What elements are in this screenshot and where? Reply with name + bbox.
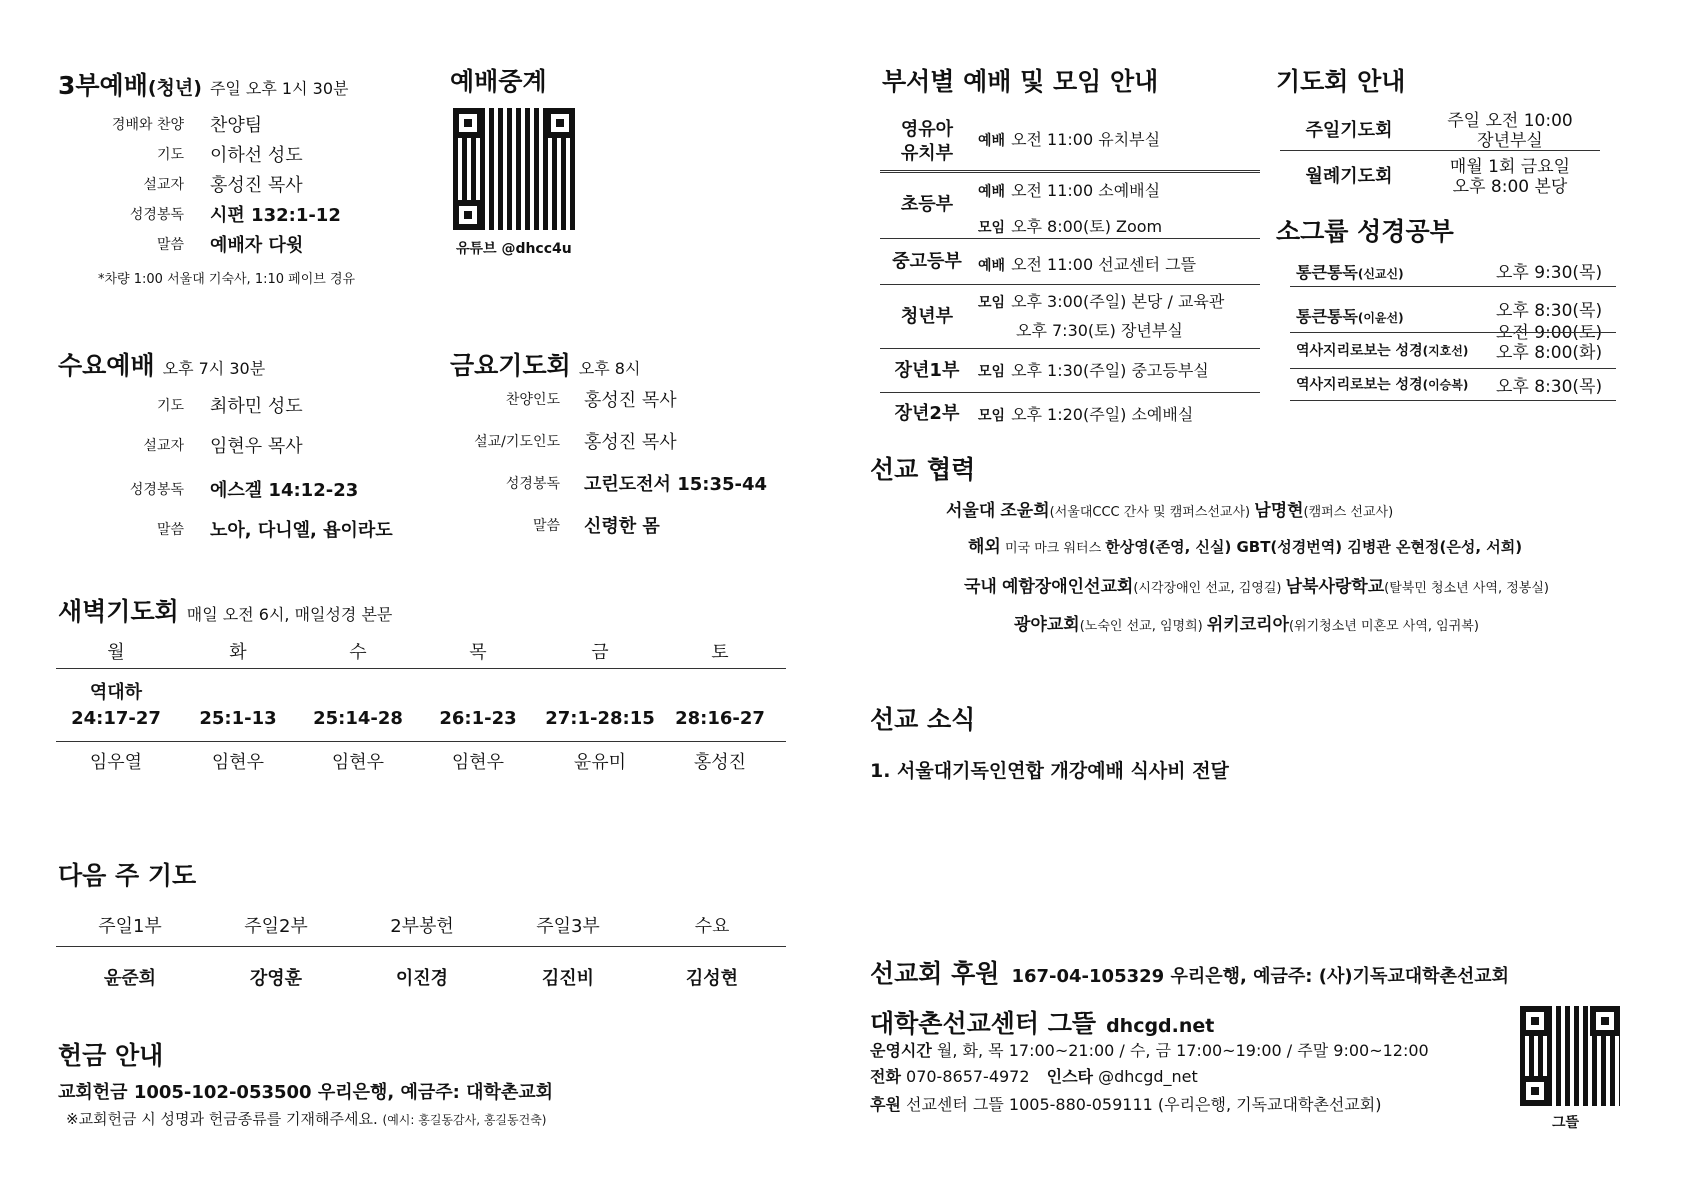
department-schedule <box>978 127 1160 150</box>
prayer-meeting-place: 장년부실 <box>1477 131 1543 151</box>
row-value: 노아, 다니엘, 욥이라도 <box>210 520 393 541</box>
row-label: 말씀 <box>532 518 560 534</box>
departments-title: 부서별 예배 및 모임 안내 <box>882 67 1159 96</box>
small-group-course: 역사지리로보는 성경 <box>1296 343 1423 359</box>
row-value: 시편 132:1-12 <box>210 205 341 226</box>
department-schedule <box>1016 318 1183 341</box>
dawn-time: 매일 오전 6시, 매일성경 본문 <box>186 605 393 624</box>
mission-row <box>968 532 1522 557</box>
dawn-leader: 홍성진 <box>693 752 747 773</box>
wednesday-time: 오후 7시 30분 <box>162 359 266 378</box>
department-name: 청년부 <box>900 306 954 327</box>
next-prayer-name: 김진비 <box>541 968 595 989</box>
dawn-leader: 윤유미 <box>573 752 627 773</box>
dawn-passage: 28:16-27 <box>675 708 765 729</box>
mission-title: 선교 협력 <box>870 455 976 484</box>
mission-row <box>964 572 1549 597</box>
department-schedule <box>978 178 1160 201</box>
mission-partner: 국내 <box>964 577 997 597</box>
row-label: 찬양인도 <box>505 392 560 408</box>
department-rule <box>880 392 1260 393</box>
mission-detail: (캠퍼스 선교사) <box>1303 505 1394 520</box>
small-group-time: 오후 9:30(목) <box>1496 263 1603 283</box>
mission-detail: (시각장애인 선교, 김영길) <box>1133 581 1286 596</box>
broadcast-title: 예배중계 <box>450 67 547 96</box>
youtube-qr-code[interactable] <box>453 108 575 230</box>
row-label: 성경봉독 <box>129 207 184 223</box>
department-rule <box>880 238 1260 239</box>
department-rule <box>880 284 1260 285</box>
department-schedule <box>978 402 1193 425</box>
mission-news-title: 선교 소식 <box>870 705 976 734</box>
mission-partner: 위키코리아 <box>1206 615 1289 635</box>
next-prayer-name: 이진경 <box>395 968 449 989</box>
dawn-day: 토 <box>711 642 729 663</box>
dawn-body-rule <box>56 741 786 742</box>
dawn-leader: 임현우 <box>331 752 385 773</box>
schedule-text: 오전 11:00 선교센터 그뜰 <box>1011 255 1197 274</box>
row-label: 말씀 <box>156 237 184 253</box>
schedule-text: 오전 11:00 유치부실 <box>1011 130 1161 149</box>
next-prayer-header: 주일2부 <box>244 916 308 937</box>
schedule-tag: 모임 <box>978 295 1006 311</box>
row-label: 성경봉독 <box>129 482 184 498</box>
department-name: 중고등부 <box>892 251 962 272</box>
small-group-leader: (이윤선) <box>1357 311 1404 325</box>
mission-partner: 해외 <box>968 537 1001 557</box>
dawn-day: 월 <box>107 642 125 663</box>
service3-note: *차량 1:00 서울대 기숙사, 1:10 페이브 경유 <box>98 272 356 287</box>
dawn-day: 화 <box>229 642 247 663</box>
friday-title: 금요기도회 오후 8시 <box>450 351 641 380</box>
mission-partner: GBT(성경번역) 김병관 온현정(은성, 서희) <box>1236 538 1523 556</box>
service3-title: 3부예배(청년) 주일 오후 1시 30분 <box>58 71 349 100</box>
small-group-title: 소그룹 성경공부 <box>1276 217 1454 246</box>
small-group-leader: (지호선) <box>1422 344 1469 358</box>
row-value: 임현우 목사 <box>210 436 303 457</box>
dawn-passage: 25:14-28 <box>313 708 403 729</box>
mission-partner: 예함장애인선교회 <box>1001 577 1134 597</box>
center-qr-caption: 그뜰 <box>1552 1115 1580 1131</box>
row-value: 에스겔 14:12-23 <box>210 480 359 501</box>
row-label: 기도 <box>156 398 184 414</box>
small-group-leader: (이승복) <box>1422 378 1469 392</box>
small-group-leader: (신교신) <box>1357 267 1404 281</box>
small-group-time2: 오전 9:00(토) <box>1496 323 1603 343</box>
small-group-course: 통큰통독 <box>1296 263 1358 282</box>
row-label: 설교자 <box>143 177 184 193</box>
mission-partner: 남북사랑학교 <box>1285 577 1385 597</box>
dawn-passage: 24:17-27 <box>71 708 161 729</box>
support-account: 167-04-105329 우리은행, 예금주: (사)기독교대학촌선교회 <box>1011 966 1510 987</box>
center-url: dhcgd.net <box>1106 1015 1215 1037</box>
mission-news-item: 1. 서울대기독인연합 개강예배 식사비 전달 <box>870 760 1229 782</box>
friday-time: 오후 8시 <box>578 359 641 378</box>
next-prayer-header: 수요 <box>694 916 730 937</box>
next-prayer-name: 윤준희 <box>103 968 157 989</box>
prayer-meeting-time: 매월 1회 금요일 <box>1449 157 1571 177</box>
offering-note: ※교회헌금 시 성명과 헌금종류를 기재해주세요. (예시: 홍길동감사, 홍길동건축) <box>66 1110 547 1128</box>
dawn-book: 역대하 <box>89 682 143 703</box>
mission-row <box>946 496 1393 521</box>
center-title: 대학촌선교센터 그뜰 dhcgd.net <box>870 1009 1215 1038</box>
dawn-leader: 임우열 <box>89 752 143 773</box>
dawn-leader: 임현우 <box>451 752 505 773</box>
schedule-text: 오후 8:00(토) Zoom <box>1011 217 1163 236</box>
row-label: 말씀 <box>156 522 184 538</box>
center-phone: 070-8657-4972 <box>906 1067 1030 1086</box>
dawn-day: 수 <box>349 642 367 663</box>
support-title: 선교회 후원 167-04-105329 우리은행, 예금주: (사)기독교대학촌선교회 <box>870 959 1510 988</box>
department-name: 장년1부 <box>894 360 960 381</box>
offering-note-example: (예시: 홍길동감사, 홍길동건축) <box>382 1113 547 1127</box>
next-prayer-name: 강영훈 <box>249 968 303 989</box>
row-value: 예배자 다윗 <box>210 235 304 256</box>
department-rule <box>880 170 1260 171</box>
small-group-course: 역사지리로보는 성경 <box>1296 377 1423 393</box>
small-group-rule <box>1290 400 1616 401</box>
row-value: 이하선 성도 <box>210 145 303 166</box>
dawn-title: 새벽기도회 매일 오전 6시, 매일성경 본문 <box>58 597 393 626</box>
service3-time: 주일 오후 1시 30분 <box>209 79 349 98</box>
next-prayer-name: 김성현 <box>685 968 739 989</box>
small-group-name <box>1296 304 1404 327</box>
row-label: 설교자 <box>143 438 184 454</box>
prayer-meeting-name: 주일기도회 <box>1305 120 1393 141</box>
schedule-text: 오후 1:30(주일) 중고등부실 <box>1011 361 1209 380</box>
prayer-meetings-title: 기도회 안내 <box>1276 67 1406 96</box>
schedule-tag: 예배 <box>978 258 1006 274</box>
row-label: 기도 <box>156 147 184 163</box>
department-rule <box>880 172 1260 173</box>
schedule-text: 오후 1:20(주일) 소예배실 <box>1011 405 1194 424</box>
row-value: 홍성진 목사 <box>210 175 303 196</box>
department-schedule <box>978 358 1209 381</box>
mission-partner: 서울대 <box>946 501 996 521</box>
center-insta: @dhcgd_net <box>1098 1067 1198 1086</box>
mission-row <box>1014 610 1479 635</box>
small-group-time: 오후 8:30(목) <box>1496 377 1603 397</box>
dawn-passage: 27:1-28:15 <box>545 708 655 729</box>
schedule-text: 오후 7:30(토) 장년부실 <box>1016 321 1183 340</box>
broadcast-caption: 유튜브 @dhcc4u <box>456 241 572 257</box>
small-group-rule <box>1290 286 1616 287</box>
schedule-tag: 예배 <box>978 133 1006 149</box>
small-group-course: 통큰통독 <box>1296 307 1358 326</box>
dawn-header-rule <box>56 668 786 669</box>
schedule-text: 오후 3:00(주일) 본당 / 교육관 <box>1011 292 1225 311</box>
row-label: 성경봉독 <box>505 476 560 492</box>
row-value: 홍성진 목사 <box>584 432 677 453</box>
department-name: 영유아 유치부 <box>900 119 954 164</box>
prayer-meeting-name: 월례기도회 <box>1305 166 1393 187</box>
prayer-meeting-rule <box>1280 150 1600 151</box>
small-group-name <box>1296 374 1468 394</box>
small-group-time: 오후 8:30(목) <box>1496 301 1603 321</box>
dawn-day: 금 <box>591 642 609 663</box>
mission-partner: 한상영(존영, 신실) <box>1105 538 1232 556</box>
dawn-leader: 임현우 <box>211 752 265 773</box>
small-group-name <box>1296 340 1468 360</box>
department-name: 장년2부 <box>894 403 960 424</box>
department-schedule <box>978 252 1196 275</box>
wednesday-title: 수요예배 오후 7시 30분 <box>58 351 266 380</box>
small-group-name <box>1296 260 1404 283</box>
mission-detail: (탈북민 청소년 사역, 정봉실) <box>1384 581 1549 596</box>
mission-detail: (위기청소년 미혼모 사역, 임귀복) <box>1288 619 1479 634</box>
next-prayer-rule <box>56 946 786 947</box>
mission-partner: 남명현 <box>1254 501 1304 521</box>
center-hours: 운영시간 월, 화, 목 17:00~21:00 / 수, 금 17:00~19:00 / 주말 9:00~12:00 <box>870 1041 1429 1060</box>
dawn-day: 목 <box>469 642 487 663</box>
department-schedule <box>978 214 1162 237</box>
mission-detail: 미국 마크 워터스 <box>1000 541 1106 556</box>
center-contact: 전화 070-8657-4972 인스타 @dhcgd_net <box>870 1067 1198 1086</box>
mission-detail: (서울대CCC 간사 및 캠퍼스선교사) <box>1049 505 1255 520</box>
row-value: 고린도전서 15:35-44 <box>584 474 768 495</box>
dawn-passage: 26:1-23 <box>439 708 517 729</box>
mission-partner: 광야교회 <box>1014 615 1080 635</box>
schedule-tag: 예배 <box>978 184 1006 200</box>
row-value: 찬양팀 <box>210 115 263 136</box>
small-group-rule <box>1290 332 1616 333</box>
dawn-passage: 25:1-13 <box>199 708 277 729</box>
small-group-rule <box>1290 368 1616 369</box>
schedule-tag: 모임 <box>978 408 1006 424</box>
department-name: 초등부 <box>900 194 954 215</box>
mission-partner: 조윤희 <box>1000 501 1050 521</box>
department-schedule <box>978 289 1224 312</box>
department-rule <box>880 348 1260 349</box>
next-prayer-title: 다음 주 기도 <box>58 861 197 890</box>
center-qr-code[interactable] <box>1520 1006 1620 1106</box>
schedule-tag: 모임 <box>978 220 1006 236</box>
row-label: 경배와 찬양 <box>111 117 184 133</box>
row-label: 설교/기도인도 <box>474 434 560 450</box>
schedule-tag: 모임 <box>978 364 1006 380</box>
row-value: 최하민 성도 <box>210 396 303 417</box>
small-group-time: 오후 8:00(화) <box>1496 343 1603 363</box>
next-prayer-header: 주일1부 <box>98 916 162 937</box>
prayer-meeting-place: 오후 8:00 본당 <box>1452 177 1568 197</box>
schedule-text: 오전 11:00 소예배실 <box>1011 181 1161 200</box>
next-prayer-header: 2부봉헌 <box>390 916 454 937</box>
mission-detail: (노숙인 선교, 임명희) <box>1079 619 1207 634</box>
offering-account: 교회헌금 1005-102-053500 우리은행, 예금주: 대학촌교회 <box>58 1082 554 1103</box>
prayer-meeting-time: 주일 오전 10:00 <box>1447 111 1573 131</box>
offering-title: 헌금 안내 <box>58 1041 164 1070</box>
row-value: 신령한 몸 <box>584 516 660 537</box>
center-support: 후원 선교센터 그뜰 1005-880-059111 (우리은행, 기독교대학촌선교회) <box>870 1095 1382 1114</box>
next-prayer-header: 주일3부 <box>536 916 600 937</box>
row-value: 홍성진 목사 <box>584 390 677 411</box>
